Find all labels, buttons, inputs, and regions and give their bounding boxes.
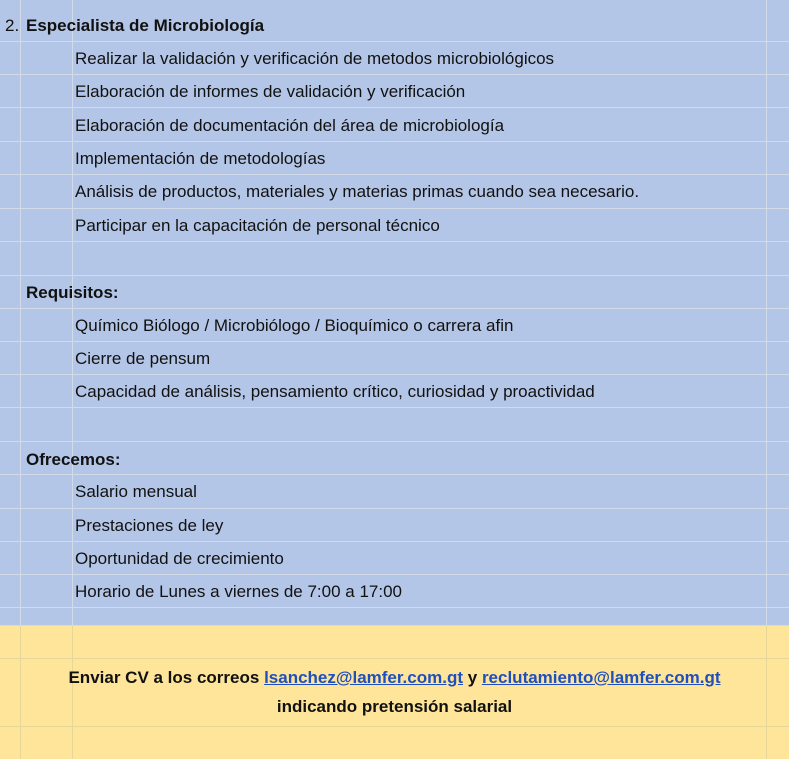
apply-line-1 [0,667,789,689]
apply-connector: y [467,668,478,687]
job-number: 2. [5,16,20,35]
job-title: Especialista de Microbiología [26,16,265,35]
duty-item: Elaboración de documentación del área de microbiología [75,116,505,135]
offer-item: Salario mensual [75,482,197,501]
grid-row [0,626,789,659]
requirement-item: Capacidad de análisis, pensamiento crítico, curiosidad y proactividad [75,382,595,401]
duty-item: Participar en la capacitación de personal técnico [75,216,440,235]
offer-item: Prestaciones de ley [75,516,224,535]
apply-line-2: indicando pretensión salarial [276,697,513,716]
duty-item: Implementación de metodologías [75,149,326,168]
requirements-heading: Requisitos: [26,283,119,302]
apply-prefix: Enviar CV a los correos [68,668,260,687]
email-link-lsanchez[interactable]: lsanchez@lamfer.com.gt [264,668,463,687]
grid-row [0,242,789,276]
offer-item: Horario de Lunes a viernes de 7:00 a 17:00 [75,582,403,601]
offer-item: Oportunidad de crecimiento [75,549,284,568]
offer-heading: Ofrecemos: [26,450,121,469]
requirement-item: Químico Biólogo / Microbiólogo / Bioquímico o carrera afin [75,316,514,335]
duty-item: Realizar la validación y verificación de metodos microbiológicos [75,49,555,68]
email-link-reclutamiento[interactable]: reclutamiento@lamfer.com.gt [481,668,721,687]
duty-item: Elaboración de informes de validación y verificación [75,82,466,101]
grid-row [0,608,789,626]
duty-item: Análisis de productos, materiales y materias primas cuando sea necesario. [75,182,640,201]
grid-row [0,408,789,442]
requirement-item: Cierre de pensum [75,349,211,368]
